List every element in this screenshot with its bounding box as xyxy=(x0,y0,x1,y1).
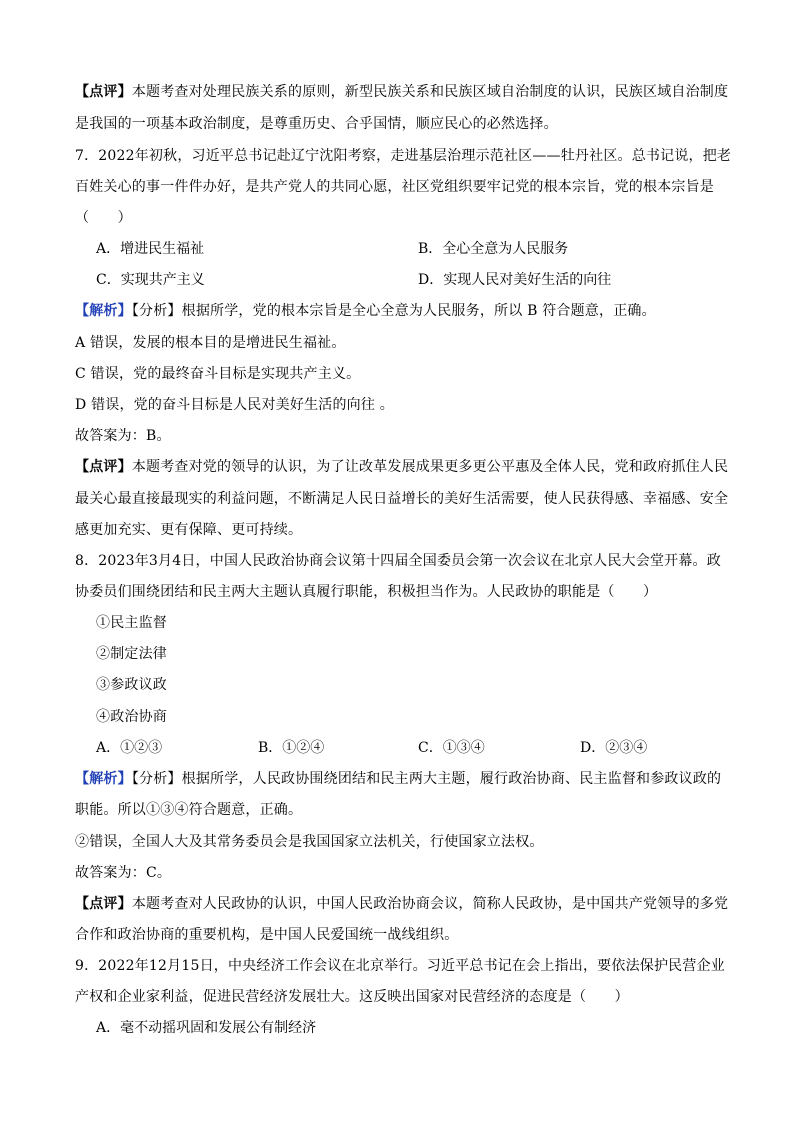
question-9-line-1: 9．2022年12月15日，中央经济工作会议在北京举行。习近平总书记在会上指出，要依法保护民营企业 xyxy=(75,958,725,974)
q7-analysis-line-4: D 错误，党的奋斗目标是人民对美好生活的向往 。 xyxy=(75,397,394,413)
q8-option-d: D．②③④ xyxy=(580,740,648,756)
q7-option-b: B．全心全意为人民服务 xyxy=(418,241,569,257)
analysis-subtag: 【分析】 xyxy=(131,303,182,319)
q8-comment-line-1: 【点评】本题考查对人民政协的认识，中国人民政治协商会议，简称人民政协，是中国共产党领导的多党 xyxy=(75,896,729,912)
analysis-tag: 【解析】 xyxy=(75,303,132,319)
question-7-line-1: 7．2022年初秋，习近平总书记赴辽宁沈阳考察，走进基层治理示范社区——牡丹社区。总书记说，把老 xyxy=(75,148,732,164)
q8-option-c: C．①③④ xyxy=(418,740,485,756)
q8-analysis-line-3: ②错误，全国人大及其常务委员会是我国国家立法机关，行使国家立法权。 xyxy=(75,834,544,850)
comment-tag: 【点评】 xyxy=(75,459,132,475)
q8-answer: 故答案为：C。 xyxy=(75,865,172,881)
q7-analysis-line-2: A 错误，发展的根本目的是增进民生福祉。 xyxy=(75,335,346,351)
question-8-line-2: 协委员们围绕团结和民主两大主题认真履行职能，积极担当作为。人民政协的职能是（ ） xyxy=(75,584,658,600)
q7-analysis-line-1: 【解析】【分析】根据所学，党的根本宗旨是全心全意为人民服务，所以 B 符合题意，正确。 xyxy=(75,303,656,319)
question-9-line-2: 产权和企业家利益，促进民营经济发展壮大。这反映出国家对民营经济的态度是（ ） xyxy=(75,989,629,1005)
question-8-line-1: 8．2023年3月4日，中国人民政治协商会议第十四届全国委员会第一次会议在北京人民大会堂开幕。政 xyxy=(75,553,721,569)
q8-option-b: B．①②④ xyxy=(258,740,325,756)
comment-tag: 【点评】 xyxy=(75,896,132,912)
q8-analysis-line-2: 职能。所以①③④符合题意，正确。 xyxy=(75,802,303,818)
q7-analysis-line-3: C 错误，党的最终奋斗目标是实现共产主义。 xyxy=(75,366,361,382)
question-7-line-2: 百姓关心的事一件件办好，是共产党人的共同心愿，社区党组织要牢记党的根本宗旨，党的根本宗旨是 xyxy=(75,179,714,195)
comment-6-line-2: 是我国的一项基本政治制度，是尊重历史、合乎国情，顺应民心的必然选择。 xyxy=(75,116,558,132)
q8-item-3: ③参政议政 xyxy=(96,677,167,693)
q8-option-a: A．①②③ xyxy=(96,740,163,756)
q8-comment-line-2: 合作和政治协商的重要机构，是中国人民爱国统一战线组织。 xyxy=(75,927,459,943)
question-7-line-3: （ ） xyxy=(75,210,132,226)
q8-item-1: ①民主监督 xyxy=(96,615,167,631)
q7-comment-line-3: 感更加充实、更有保障、更可持续。 xyxy=(75,522,303,538)
q7-comment-line-1: 【点评】本题考查对党的领导的认识，为了让改革发展成果更多更公平惠及全体人民，党和政府抓住人民 xyxy=(75,459,729,475)
q7-option-a: A．增进民生福祉 xyxy=(96,241,205,257)
q7-comment-line-2: 最关心最直接最现实的利益问题，不断满足人民日益增长的美好生活需要，使人民获得感、幸福感、安全 xyxy=(75,491,729,507)
q8-item-2: ②制定法律 xyxy=(96,646,167,662)
analysis-tag: 【解析】 xyxy=(75,771,132,787)
q7-answer: 故答案为：B。 xyxy=(75,428,171,444)
q8-analysis-line-1: 【解析】【分析】根据所学，人民政协围绕团结和民主两大主题，履行政治协商、民主监督和参政议政的 xyxy=(75,771,722,787)
q9-option-a: A．毫不动摇巩固和发展公有制经济 xyxy=(96,1020,317,1036)
q8-item-4: ④政治协商 xyxy=(96,709,167,725)
comment-tag: 【点评】 xyxy=(75,84,132,100)
q7-option-c: C．实现共产主义 xyxy=(96,272,205,288)
analysis-subtag: 【分析】 xyxy=(131,771,182,787)
comment-6-line-1: 【点评】本题考查对处理民族关系的原则，新型民族关系和民族区域自治制度的认识，民族区域自治制度 xyxy=(75,84,729,100)
q7-option-d: D．实现人民对美好生活的向往 xyxy=(418,272,612,288)
